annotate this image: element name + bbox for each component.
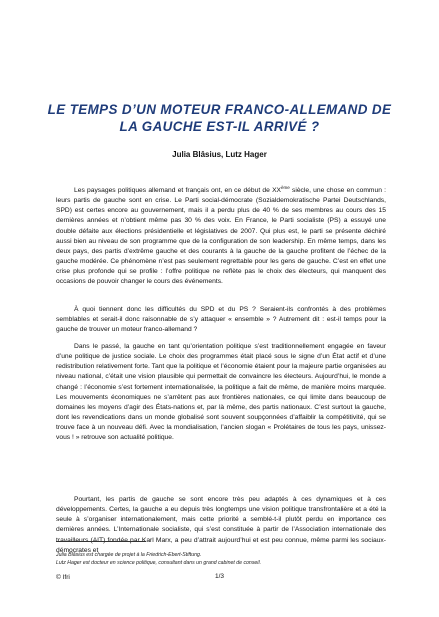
article-title-line-1: LE TEMPS D’UN MOTEUR FRANCO-ALLEMAND DE <box>47 102 392 117</box>
paragraph-1-start: Les paysages politiques allemand et français ont, en ce début de XX <box>74 187 281 194</box>
body-paragraph-3: Dans le passé, la gauche en tant qu’orientation politique s’est traditionnellement engagée en faveur d’une politique de justice sociale. Le choix des programmes était placé sous le signe d’un État actif et d’une redistribution relativement forte. Tant que la politique et l’économie étaient pour la majeure partie organisées au niveau national, c’était une vision plausible qui permettait de convaincre les électeurs. Aujourd’hui, le monde a changé : l’économie s’est fortement internationalisée, la politique a fait de même, de manière moins marquée. Les mouvements économiques ne s’arrêtent pas aux frontières nationales, ce qui limite dans beaucoup de domaines les moyens d’agir des États-nations et, par là même, des partis nationaux. C’est surtout la gauche, dont les revendications dans un monde globalisé sont souvent soupçonnées d’affaiblir la compétitivité, qui se trouve face à un nouveau défi. Avec la mondialisation, l’ancien slogan « Prolétaires de tous les pays, unissez-vous ! » retrouve son actualité politique. <box>56 343 386 442</box>
footnote-author-1: Julia Blâsius est chargée de projet à la Friedrich-Ebert-Stiftung. <box>56 552 202 558</box>
paragraph-1-rest: siècle, une chose en commun : leurs partis de gauche sont en crise. Le Parti social-démocrate (Sozialdemokratische Partei Deutschlands, SPD) est certes encore au gouvernement, mais il a perdu plus de 40 % de ses membres au cours des 15 dernières années et n’obtient même pas 30 % des voix. En France, le Parti socialiste (PS) a essuyé une double défaite aux élections présidentielle et législatives de 2007. Qui plus est, le parti se présente déchiré aussi bien au niveau de son programme que de la configuration de son leadership. En même temps, dans les deux pays, des partis d’extrême gauche et des courants à la gauche de la gauche profitent de l’échec de la gauche modérée. Ce phénomène n’est pas seulement regrettable pour les gens de gauche. C’est en effet une crise plus profonde qui se profile : l’offre politique ne reflète pas le choix des électeurs, qui manquent des occasions de pouvoir changer le cours des événements. <box>56 187 386 286</box>
body-paragraph-1 <box>56 186 386 288</box>
article-title-line-2: LA GAUCHE EST-IL ARRIVÉ ? <box>119 119 320 134</box>
article-authors: Julia Blâsius, Lutz Hager <box>172 150 267 159</box>
footnote-separator <box>56 541 146 542</box>
page-number: 1/3 <box>214 573 225 580</box>
century-superscript: ème <box>281 184 290 190</box>
body-paragraph-2: À quoi tiennent donc les difficultés du SPD et du PS ? Seraient-ils confrontés à des problèmes semblables et serait-il donc raisonnable de s’y attaquer « ensemble » ? Autrement dit : est-il temps pour la gauche de trouver un moteur franco-allemand ? <box>56 306 386 334</box>
copyright-notice: © Ifri <box>56 574 70 581</box>
body-paragraph-4: Pourtant, les partis de gauche se sont encore très peu adaptés à ces dynamiques et à ces développements. Certes, la gauche a eu depuis très longtemps une vision politique transfrontalière et a été la seule à s’organiser internationalement, mais cette priorité a semblé-t-il plutôt perdu en importance ces dernières années. L’Internationale socialiste, qui s’est constituée à partir de l’Association internationale des travailleurs (AIT) fondée par Karl Marx, a peu d’attrait aujourd’hui et est peu connue, même parmi les sociaux-démocrates et <box>56 496 386 554</box>
footnote-author-2: Lutz Hager est docteur en science politique, consultant dans un grand cabinet de conseil. <box>56 560 262 566</box>
article-title <box>30 101 409 135</box>
